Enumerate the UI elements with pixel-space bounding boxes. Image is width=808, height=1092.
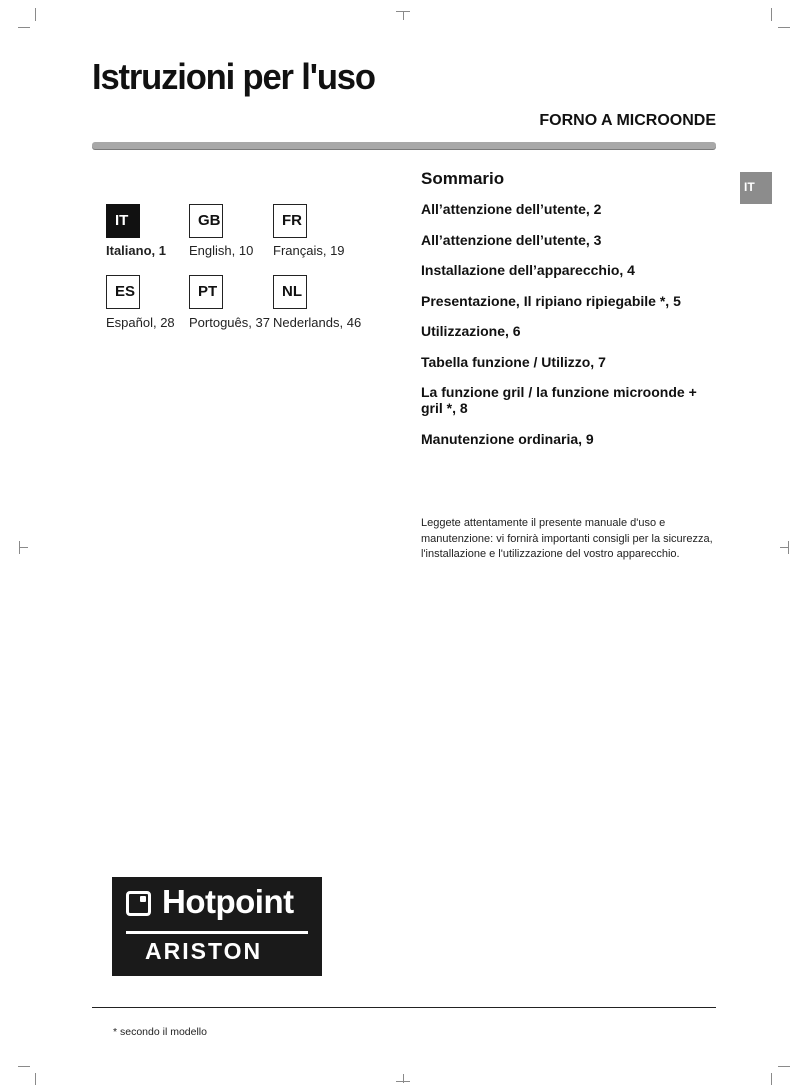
- summary-item: Tabella funzione / Utilizzo, 7: [421, 353, 606, 370]
- language-box-pt: PT: [189, 275, 223, 309]
- language-box-it: IT: [106, 204, 140, 238]
- language-label-pt: Portoguês, 37: [189, 315, 270, 330]
- crop-mark: [771, 8, 772, 21]
- footer-divider: [92, 1007, 716, 1008]
- crop-mark: [780, 547, 789, 548]
- summary-item: Manutenzione ordinaria, 9: [421, 430, 594, 447]
- logo-brand-text: Hotpoint: [162, 883, 294, 920]
- language-label-nl: Nederlands, 46: [273, 315, 362, 330]
- logo-square-icon: [126, 891, 151, 916]
- intro-paragraph: Leggete attentamente il presente manuale d'uso e manutenzione: vi fornirà importanti consigli per la sicurezza, l'installazione e l'utilizzazione del vostro apparecchio.: [421, 517, 713, 560]
- crop-mark: [35, 8, 36, 21]
- summary-item: Utilizzazione, 6: [421, 323, 521, 339]
- crop-mark: [771, 1073, 772, 1085]
- header-divider: [92, 142, 716, 149]
- crop-mark: [18, 27, 30, 28]
- footnote: * secondo il modello: [113, 1026, 207, 1038]
- language-box-es: ES: [106, 275, 140, 309]
- summary-item: Presentazione, Il ripiano ripiegabile *, 5: [421, 292, 681, 309]
- language-label-gb: English, 10: [189, 243, 254, 258]
- product-subtitle: FORNO A MICROONDE: [539, 112, 716, 129]
- summary-list: [421, 201, 711, 461]
- language-label-it: Italiano, 1: [106, 243, 166, 258]
- language-box-fr: FR: [273, 204, 307, 238]
- crop-mark: [403, 11, 404, 20]
- language-box-nl: NL: [273, 275, 307, 309]
- page-title: Istruzioni per l'uso: [92, 56, 375, 97]
- summary-item: La funzione gril / la funzione microonde + gril *, 8: [421, 384, 697, 416]
- crop-mark: [18, 1066, 30, 1067]
- crop-mark: [35, 1073, 36, 1085]
- language-label-fr: Français, 19: [273, 243, 345, 258]
- logo-divider: [126, 931, 308, 934]
- logo-sub-text: ARISTON: [145, 938, 263, 964]
- crop-mark: [19, 547, 28, 548]
- summary-item: Installazione dell’apparecchio, 4: [421, 262, 635, 278]
- language-box-gb: GB: [189, 204, 223, 238]
- summary-heading: Sommario: [421, 169, 505, 188]
- language-label-es: Español, 28: [106, 315, 175, 330]
- crop-mark: [778, 27, 790, 28]
- crop-mark: [403, 1074, 404, 1083]
- summary-item: All’attenzione dell’utente, 2: [421, 201, 602, 217]
- summary-item: All’attenzione dell’utente, 3: [421, 231, 602, 248]
- hotpoint-ariston-logo: [112, 877, 322, 976]
- crop-mark: [778, 1066, 790, 1067]
- language-tab: IT: [740, 172, 772, 204]
